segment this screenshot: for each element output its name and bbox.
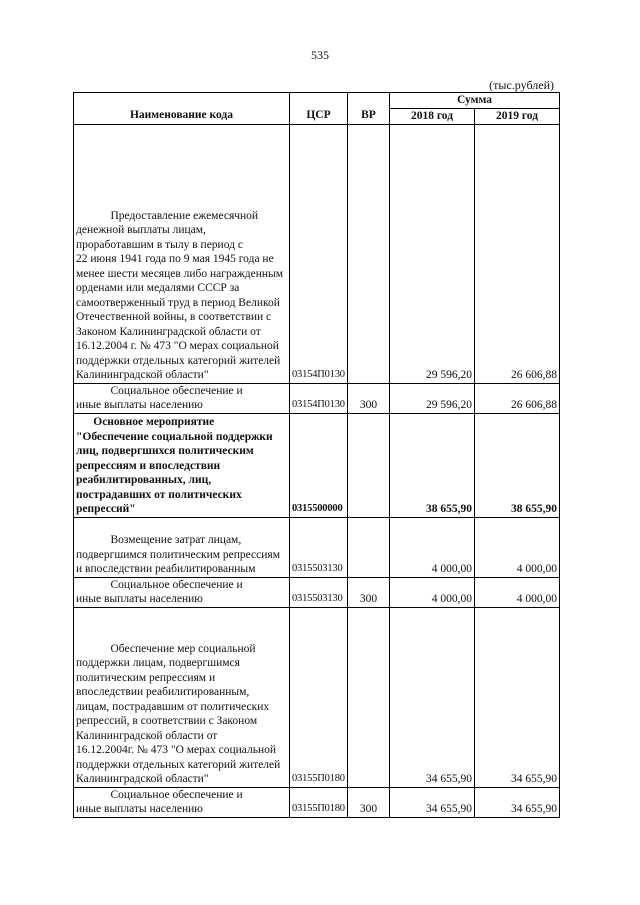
page-number: 535 [311,48,329,62]
table-row [74,383,560,413]
table-row [74,124,560,383]
header-sum: Сумма [390,93,560,109]
row-2018: 29 596,20 [390,124,475,383]
row-2019: 4 000,00 [475,577,560,607]
row-csr: 03155П0180 [290,607,348,787]
row-csr: 0315500000 [290,413,348,517]
row-name: Социальное обеспечение и иные выплаты населению [74,383,290,413]
row-name: Основное мероприятие "Обеспечение социальной поддержки лиц, подвергшихся политическим репрессиям и впоследствии реабилитированных, лиц, пострадавших от политических репрессий" [74,413,290,517]
row-csr: 0315503130 [290,517,348,577]
row-vr [348,124,390,383]
row-2018: 4 000,00 [390,577,475,607]
row-2018: 34 655,90 [390,607,475,787]
header-2018: 2018 год [390,108,475,124]
row-name: Предоставление ежемесячной денежной выплаты лицам, проработавшим в тылу в период с 22 июня 1941 года по 9 мая 1945 года не менее шести месяцев либо награжденным орденами или медалями СССР за самоотверженный труд в период Великой Отечественной войны, в соответствии с Законом Калининградской области от 16.12.2004 г. № 473 "О мерах социальной поддержки отдельных категорий жителей Калининградской области" [74,124,290,383]
row-csr: 0315503130 [290,577,348,607]
row-vr: 300 [348,787,390,817]
row-2019: 26 606,88 [475,124,560,383]
row-csr: 03154П0130 [290,383,348,413]
row-2018: 38 655,90 [390,413,475,517]
row-vr [348,413,390,517]
header-2019: 2019 год [475,108,560,124]
row-name: Обеспечение мер социальной поддержки лицам, подвергшимся политическим репрессиям и впоследствии реабилитированным, лицам, пострадавшим от политических репрессий, в соответствии с Законом Калининградской области от 16.12.2004г. № 473 "О мерах социальной поддержки отдельных категорий жителей Калининградской области" [74,607,290,787]
header-name: Наименование кода [74,93,290,125]
units-label: (тыс.рублей) [489,78,554,92]
row-name: Социальное обеспечение и иные выплаты населению [74,787,290,817]
row-2018: 29 596,20 [390,383,475,413]
row-2019: 38 655,90 [475,413,560,517]
row-2019: 34 655,90 [475,787,560,817]
header-csr: ЦСР [290,93,348,125]
table-row [74,413,560,517]
row-vr [348,517,390,577]
row-vr: 300 [348,383,390,413]
row-csr: 03155П0180 [290,787,348,817]
row-2019: 4 000,00 [475,517,560,577]
table-row [74,577,560,607]
header-vr: ВР [348,93,390,125]
row-name: Социальное обеспечение и иные выплаты населению [74,577,290,607]
row-vr [348,607,390,787]
row-name: Возмещение затрат лицам, подвергшимся политическим репрессиям и впоследствии реабилитированным [74,517,290,577]
row-2019: 26 606,88 [475,383,560,413]
row-2018: 34 655,90 [390,787,475,817]
row-2019: 34 655,90 [475,607,560,787]
row-csr: 03154П0130 [290,124,348,383]
table-row [74,607,560,787]
row-vr: 300 [348,577,390,607]
row-2018: 4 000,00 [390,517,475,577]
table-row [74,787,560,817]
budget-table [73,92,560,818]
table-row [74,517,560,577]
